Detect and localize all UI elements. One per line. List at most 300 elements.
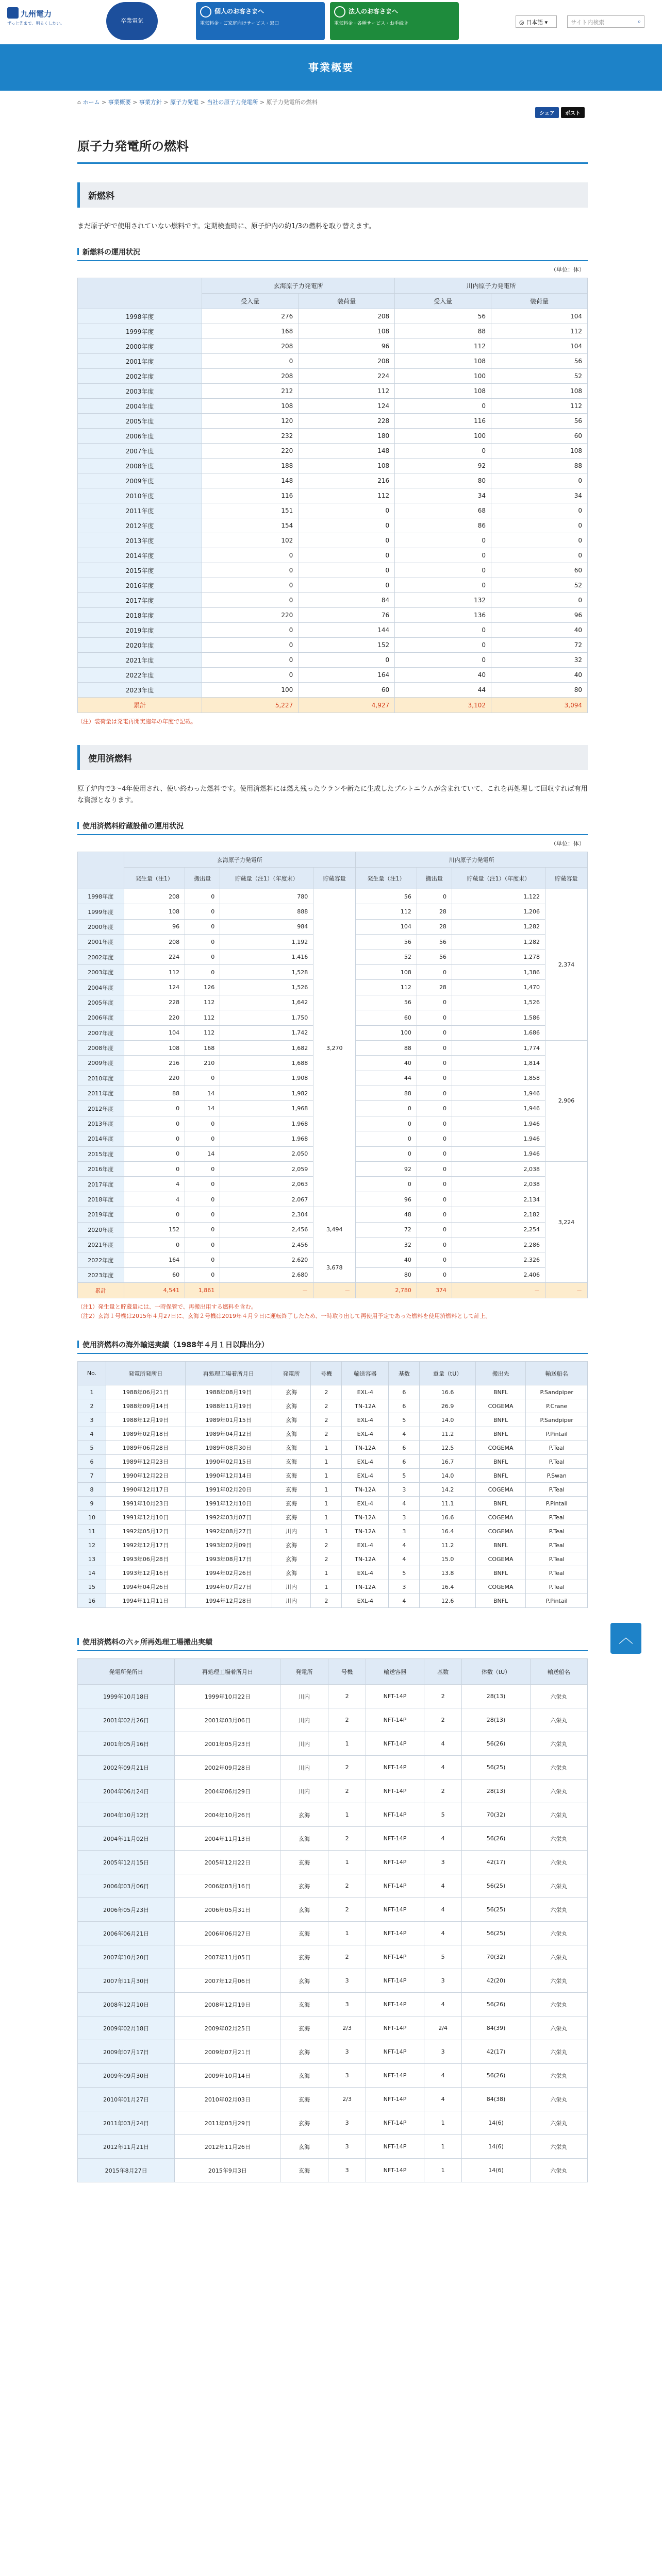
total-label: 累計 [78, 1283, 124, 1298]
value-cell: 玄海 [272, 1441, 311, 1455]
value-cell: 154 [202, 518, 299, 533]
value-cell: 玄海 [272, 1455, 311, 1469]
value-cell: 4 [424, 1874, 462, 1898]
table-row [78, 548, 588, 563]
value-cell: COGEMA [475, 1552, 526, 1566]
year-cell: 2023年度 [78, 1267, 124, 1282]
value-cell: 玄海 [272, 1385, 311, 1399]
value-cell: NFT-14P [366, 1945, 424, 1969]
corner-cell [78, 852, 124, 889]
value-cell: 六栄丸 [530, 2088, 587, 2111]
table-row [78, 1708, 588, 1732]
value-cell: 44 [395, 683, 491, 698]
value-cell: 2001年03月06日 [175, 1708, 280, 1732]
column-header: 輸送容器 [366, 1659, 424, 1685]
spent-fuel-unit: （単位：体） [551, 840, 585, 847]
value-cell: 0 [395, 638, 491, 653]
value-cell: 151 [202, 503, 299, 518]
year-cell: 2003年度 [78, 384, 202, 399]
value-cell: 112 [299, 488, 395, 503]
column-header: No. [78, 1362, 106, 1385]
table-row [78, 414, 588, 429]
value-cell: 2,038 [452, 1162, 545, 1177]
value-cell: 116 [395, 414, 491, 429]
value-cell: 13.8 [420, 1566, 475, 1580]
year-cell: 2003年度 [78, 964, 124, 979]
year-cell: 2023年度 [78, 683, 202, 698]
value-cell: 1994年07月27日 [185, 1580, 272, 1594]
value-cell: 0 [356, 1146, 417, 1161]
value-cell: 56(25) [462, 1756, 530, 1780]
value-cell: 2 [328, 1898, 366, 1922]
value-cell: 84 [299, 593, 395, 608]
table-row [78, 518, 588, 533]
electric-label: 卒業電気 [121, 18, 143, 24]
facebook-share-button[interactable]: シェア [535, 107, 559, 118]
value-cell: 2006年06月27日 [175, 1922, 280, 1945]
value-cell: 168 [185, 1040, 220, 1055]
year-cell: 2018年度 [78, 1192, 124, 1207]
total-value: 5,227 [202, 698, 299, 713]
value-cell: 2001年05月23日 [175, 1732, 280, 1756]
value-cell: 984 [220, 919, 313, 934]
total-value: － [452, 1283, 545, 1298]
value-cell: 60 [124, 1267, 185, 1282]
value-cell: 1989年01月15日 [185, 1413, 272, 1427]
value-cell: 0 [491, 503, 588, 518]
value-cell: TN-12A [342, 1552, 389, 1566]
value-cell: 1988年12月19日 [106, 1413, 185, 1427]
value-cell: 80 [356, 1267, 417, 1282]
value-cell: 0 [491, 533, 588, 548]
no-cell: 4 [78, 1427, 106, 1441]
building-icon [334, 6, 345, 18]
new-fuel-table-title: 新燃料の運用状況 [77, 244, 588, 261]
table-row [78, 1756, 588, 1780]
value-cell: 1992年12月17日 [106, 1538, 185, 1552]
table-row [78, 1207, 588, 1222]
year-cell: 2012年度 [78, 1101, 124, 1116]
year-cell: 2004年度 [78, 980, 124, 995]
year-cell: 2006年度 [78, 429, 202, 444]
value-cell: 14(6) [462, 2135, 530, 2159]
table-row [78, 1252, 588, 1267]
total-value: 4,927 [299, 698, 395, 713]
value-cell: 0 [124, 1162, 185, 1177]
value-cell: P.Pintail [526, 1497, 588, 1511]
value-cell: 2,067 [220, 1192, 313, 1207]
personal-customer-button[interactable] [196, 2, 325, 40]
year-cell: 2002年度 [78, 369, 202, 384]
value-cell: EXL-4 [342, 1566, 389, 1580]
table-row [78, 1945, 588, 1969]
value-cell: 2011年03月29日 [175, 2111, 280, 2135]
search-input[interactable] [567, 15, 644, 28]
value-cell: 100 [395, 429, 491, 444]
value-cell: 42(17) [462, 1851, 530, 1874]
table-row [78, 578, 588, 593]
value-cell: NFT-14P [366, 1993, 424, 2016]
year-cell: 2008年度 [78, 1040, 124, 1055]
total-value: 2,780 [356, 1283, 417, 1298]
table-row [78, 593, 588, 608]
value-cell: 14 [185, 1101, 220, 1116]
capacity-cell: 3,678 [313, 1252, 356, 1283]
value-cell: NFT-14P [366, 1780, 424, 1803]
value-cell: 六栄丸 [530, 1851, 587, 1874]
value-cell: 208 [202, 339, 299, 354]
year-cell: 2010年度 [78, 488, 202, 503]
value-cell: 2 [328, 1874, 366, 1898]
value-cell: 104 [356, 919, 417, 934]
value-cell: 220 [202, 608, 299, 623]
value-cell: 六栄丸 [530, 1685, 587, 1708]
value-cell: 0 [202, 638, 299, 653]
value-cell: 1,282 [452, 919, 545, 934]
column-header: 号機 [311, 1362, 342, 1385]
value-cell: 1 [424, 2111, 462, 2135]
date-cell: 2008年12月10日 [78, 1993, 175, 2016]
value-cell: 1993年08月17日 [185, 1552, 272, 1566]
column-header: 発電所 [280, 1659, 328, 1685]
value-cell: 2 [311, 1552, 342, 1566]
total-value: 3,094 [491, 698, 588, 713]
value-cell: 220 [202, 444, 299, 459]
value-cell: 1 [311, 1580, 342, 1594]
value-cell: 56 [417, 950, 452, 964]
crumb-2[interactable]: 事業方針 [139, 99, 162, 106]
overseas-table-title: 使用済燃料の海外輸送実績（1988年４月１日以降出分） [77, 1336, 588, 1354]
table-row [78, 1455, 588, 1469]
value-cell: 玄海 [280, 2016, 328, 2040]
value-cell: 16.6 [420, 1511, 475, 1524]
value-cell: 72 [356, 1222, 417, 1237]
table-row [78, 1524, 588, 1538]
value-cell: 112 [185, 1025, 220, 1040]
value-cell: 1,278 [452, 950, 545, 964]
value-cell: 0 [299, 548, 395, 563]
value-cell: 56(26) [462, 2064, 530, 2088]
value-cell: 60 [491, 563, 588, 578]
sub-header: 装荷量 [491, 294, 588, 309]
value-cell: 0 [356, 1116, 417, 1131]
value-cell: 0 [124, 1131, 185, 1146]
value-cell: 1,416 [220, 950, 313, 964]
year-cell: 1998年度 [78, 309, 202, 324]
value-cell: 2005年12月22日 [175, 1851, 280, 1874]
value-cell: 4 [424, 2064, 462, 2088]
value-cell: 1994年02月26日 [185, 1566, 272, 1580]
value-cell: 5 [424, 1803, 462, 1827]
value-cell: TN-12A [342, 1441, 389, 1455]
value-cell: 148 [202, 473, 299, 488]
value-cell: 0 [356, 1177, 417, 1192]
value-cell: 2004年11月13日 [175, 1827, 280, 1851]
table-row [78, 1803, 588, 1827]
year-cell: 2017年度 [78, 593, 202, 608]
table-row [78, 2111, 588, 2135]
value-cell: 1 [328, 1732, 366, 1756]
value-cell: 3 [328, 1993, 366, 2016]
value-cell: 112 [185, 995, 220, 1010]
value-cell: 2,680 [220, 1267, 313, 1282]
value-cell: 4 [424, 1732, 462, 1756]
value-cell: 0 [185, 1177, 220, 1192]
value-cell: 0 [185, 964, 220, 979]
table-row [78, 2064, 588, 2088]
value-cell: 1,946 [452, 1116, 545, 1131]
value-cell: NFT-14P [366, 1969, 424, 1993]
value-cell: 2/3 [328, 2016, 366, 2040]
no-cell: 15 [78, 1580, 106, 1594]
value-cell: 3 [389, 1511, 420, 1524]
value-cell: 4 [389, 1427, 420, 1441]
value-cell: 0 [417, 1010, 452, 1025]
year-cell: 2014年度 [78, 548, 202, 563]
year-cell: 2022年度 [78, 668, 202, 683]
date-cell: 2015年8月27日 [78, 2159, 175, 2182]
value-cell: 56 [356, 889, 417, 904]
capacity-cell: 3,270 [313, 889, 356, 1207]
year-cell: 2021年度 [78, 1237, 124, 1252]
x-post-button[interactable]: ポスト [561, 107, 585, 118]
value-cell: 川内 [280, 1708, 328, 1732]
value-cell: 川内 [280, 1780, 328, 1803]
business-customer-button[interactable] [330, 2, 459, 40]
value-cell: 100 [395, 369, 491, 384]
value-cell: 80 [491, 683, 588, 698]
value-cell: 2006年05月31日 [175, 1898, 280, 1922]
year-cell: 2009年度 [78, 1056, 124, 1071]
value-cell: 56(26) [462, 1827, 530, 1851]
value-cell: 216 [299, 473, 395, 488]
value-cell: 2006年03月16日 [175, 1874, 280, 1898]
value-cell: 104 [124, 1025, 185, 1040]
value-cell: P.Teal [526, 1580, 588, 1594]
value-cell: 28(13) [462, 1685, 530, 1708]
sub-header: 受入量 [395, 294, 491, 309]
value-cell: 1991年02月20日 [185, 1483, 272, 1497]
value-cell: 44 [356, 1071, 417, 1086]
value-cell: 80 [395, 473, 491, 488]
value-cell: 56 [491, 354, 588, 369]
value-cell: 88 [356, 1086, 417, 1101]
value-cell: 102 [202, 533, 299, 548]
value-cell: 0 [299, 653, 395, 668]
back-to-top-button[interactable] [610, 1623, 641, 1654]
value-cell: 1,470 [452, 980, 545, 995]
value-cell: 1992年03月07日 [185, 1511, 272, 1524]
value-cell: 2007年11月05日 [175, 1945, 280, 1969]
value-cell: 2,182 [452, 1207, 545, 1222]
value-cell: COGEMA [475, 1580, 526, 1594]
value-cell: 112 [356, 980, 417, 995]
value-cell: 六栄丸 [530, 2016, 587, 2040]
value-cell: 108 [395, 354, 491, 369]
value-cell: 1,750 [220, 1010, 313, 1025]
value-cell: 2 [328, 1780, 366, 1803]
value-cell: P.Teal [526, 1552, 588, 1566]
value-cell: 2,286 [452, 1237, 545, 1252]
column-header: 輸送船名 [526, 1362, 588, 1385]
language-select[interactable]: ◎ 日本語 ▾ [516, 15, 557, 28]
value-cell: 1 [328, 1851, 366, 1874]
total-value: 3,102 [395, 698, 491, 713]
column-header: 発電所発所日 [106, 1362, 185, 1385]
value-cell: P.Sandpiper [526, 1385, 588, 1399]
year-cell: 2005年度 [78, 995, 124, 1010]
value-cell: BNFL [475, 1455, 526, 1469]
sub-header: 貯蔵量（注1）（年度末） [452, 868, 545, 889]
crumb-0[interactable]: ホーム [82, 99, 100, 106]
value-cell: 0 [356, 1131, 417, 1146]
value-cell: 14(6) [462, 2159, 530, 2182]
value-cell: 0 [185, 1162, 220, 1177]
value-cell: 六栄丸 [530, 1803, 587, 1827]
value-cell: 104 [491, 309, 588, 324]
value-cell: 40 [356, 1252, 417, 1267]
table-row [78, 1685, 588, 1708]
value-cell: 六栄丸 [530, 1708, 587, 1732]
value-cell: 1994年11月11日 [106, 1594, 185, 1608]
table-row [78, 309, 588, 324]
value-cell: 1,192 [220, 935, 313, 950]
value-cell: 1994年12月28日 [185, 1594, 272, 1608]
value-cell: BNFL [475, 1385, 526, 1399]
crumb-3[interactable]: 原子力発電 [170, 99, 199, 106]
value-cell: 0 [185, 1252, 220, 1267]
value-cell: EXL-4 [342, 1594, 389, 1608]
value-cell: 70(32) [462, 1803, 530, 1827]
value-cell: 0 [185, 1267, 220, 1282]
value-cell: 100 [202, 683, 299, 698]
value-cell: 2 [311, 1427, 342, 1441]
value-cell: EXL-4 [342, 1385, 389, 1399]
table-row [78, 1898, 588, 1922]
value-cell: 1993年02月09日 [185, 1538, 272, 1552]
company-logo[interactable] [7, 7, 74, 28]
year-cell: 2005年度 [78, 414, 202, 429]
value-cell: 0 [185, 1222, 220, 1237]
value-cell: 4 [389, 1538, 420, 1552]
value-cell: 0 [124, 1116, 185, 1131]
value-cell: 0 [185, 1131, 220, 1146]
value-cell: 0 [202, 623, 299, 638]
value-cell: 2007年12月06日 [175, 1969, 280, 1993]
value-cell: NFT-14P [366, 1685, 424, 1708]
value-cell: 2 [424, 1685, 462, 1708]
value-cell: NFT-14P [366, 2159, 424, 2182]
value-cell: 56 [395, 309, 491, 324]
capacity-cell: 3,224 [545, 1162, 587, 1283]
value-cell: 1990年12月22日 [106, 1469, 185, 1483]
value-cell: 1 [328, 1803, 366, 1827]
value-cell: 1,526 [452, 995, 545, 1010]
crumb-4[interactable]: 当社の原子力発電所 [207, 99, 258, 106]
value-cell: 1990年12月14日 [185, 1469, 272, 1483]
value-cell: 0 [491, 518, 588, 533]
year-cell: 2000年度 [78, 919, 124, 934]
value-cell: 96 [299, 339, 395, 354]
value-cell: 1,946 [452, 1131, 545, 1146]
table-row [78, 399, 588, 414]
value-cell: 玄海 [280, 2088, 328, 2111]
value-cell: NFT-14P [366, 1874, 424, 1898]
date-cell: 2009年02月18日 [78, 2016, 175, 2040]
value-cell: COGEMA [475, 1483, 526, 1497]
value-cell: 1,386 [452, 964, 545, 979]
year-cell: 2011年度 [78, 1086, 124, 1101]
value-cell: 42(20) [462, 1969, 530, 1993]
value-cell: 220 [124, 1010, 185, 1025]
value-cell: 136 [395, 608, 491, 623]
value-cell: 32 [491, 653, 588, 668]
table-row [78, 459, 588, 473]
value-cell: 108 [299, 324, 395, 339]
overseas-transport-table [77, 1361, 588, 1608]
site-header [0, 0, 662, 44]
table-row [78, 354, 588, 369]
value-cell: 4 [424, 2088, 462, 2111]
value-cell: 1988年11月19日 [185, 1399, 272, 1413]
value-cell: 1,122 [452, 889, 545, 904]
value-cell: P.Teal [526, 1538, 588, 1552]
value-cell: 0 [491, 593, 588, 608]
table-row [78, 1993, 588, 2016]
value-cell: 1,206 [452, 904, 545, 919]
year-cell: 2009年度 [78, 473, 202, 488]
value-cell: EXL-4 [342, 1413, 389, 1427]
value-cell: 216 [124, 1056, 185, 1071]
value-cell: 玄海 [280, 1803, 328, 1827]
value-cell: 玄海 [280, 2064, 328, 2088]
no-cell: 9 [78, 1497, 106, 1511]
value-cell: 5 [424, 1945, 462, 1969]
value-cell: 6 [389, 1441, 420, 1455]
value-cell: 276 [202, 309, 299, 324]
value-cell: 1,946 [452, 1101, 545, 1116]
value-cell: BNFL [475, 1594, 526, 1608]
electric-button[interactable] [106, 2, 158, 40]
value-cell: 玄海 [280, 2040, 328, 2064]
value-cell: 1993年12月16日 [106, 1566, 185, 1580]
value-cell: 76 [299, 608, 395, 623]
value-cell: 2009年10月14日 [175, 2064, 280, 2088]
value-cell: 52 [491, 578, 588, 593]
value-cell: NFT-14P [366, 1708, 424, 1732]
value-cell: EXL-4 [342, 1455, 389, 1469]
value-cell: 2,304 [220, 1207, 313, 1222]
value-cell: 4 [389, 1552, 420, 1566]
value-cell: 0 [185, 950, 220, 964]
value-cell: COGEMA [475, 1524, 526, 1538]
value-cell: 26.9 [420, 1399, 475, 1413]
crumb-1[interactable]: 事業概要 [108, 99, 131, 106]
date-cell: 1999年10月18日 [78, 1685, 175, 1708]
value-cell: 112 [491, 399, 588, 414]
value-cell: 0 [395, 533, 491, 548]
date-cell: 2007年11月30日 [78, 1969, 175, 1993]
value-cell: 164 [299, 668, 395, 683]
table-row [78, 1427, 588, 1441]
value-cell: 92 [395, 459, 491, 473]
year-cell: 2016年度 [78, 1162, 124, 1177]
value-cell: 0 [202, 668, 299, 683]
value-cell: 玄海 [280, 2135, 328, 2159]
home-icon [200, 6, 211, 18]
value-cell: NFT-14P [366, 1827, 424, 1851]
language-value: 日本語 [526, 19, 543, 26]
